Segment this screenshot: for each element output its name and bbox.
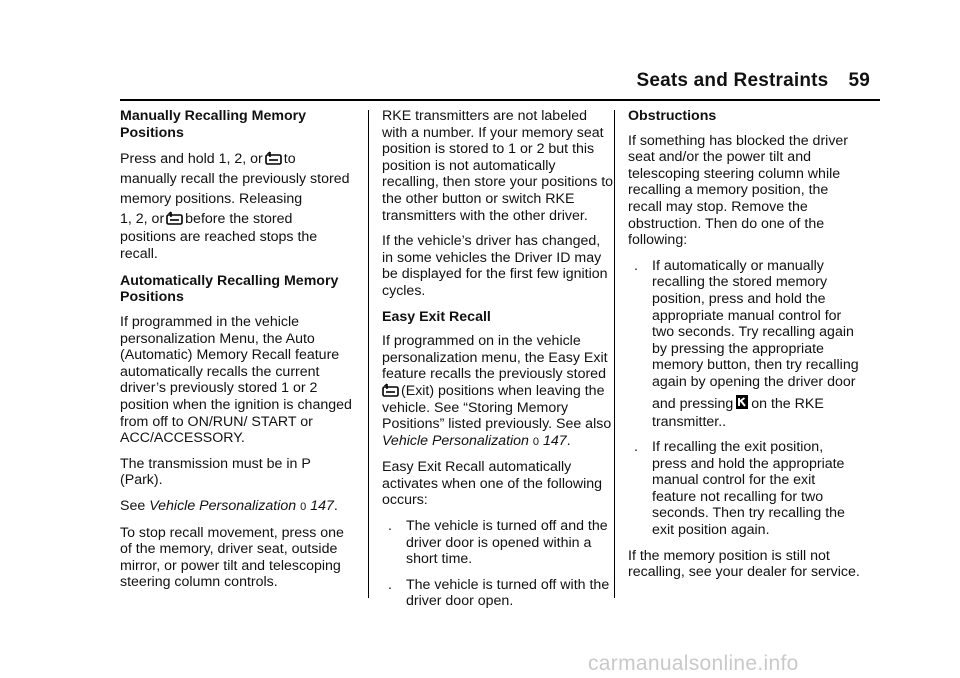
page-number: 59 bbox=[848, 70, 870, 91]
paragraph: To stop recall movement, press one of the memory, driver seat, outside mirror, or power tilt and telescoping steering column controls. bbox=[120, 524, 344, 591]
seat-exit-icon bbox=[166, 211, 183, 225]
page-ref-number[interactable]: 147 bbox=[542, 432, 567, 449]
text-line bbox=[652, 394, 824, 414]
column-2 bbox=[382, 108, 614, 619]
bullet: . bbox=[388, 518, 392, 535]
header-rule bbox=[120, 99, 880, 101]
text: to bbox=[283, 151, 296, 168]
header bbox=[636, 70, 870, 92]
paragraph bbox=[120, 498, 352, 516]
column-divider bbox=[368, 110, 369, 598]
paragraph: If the vehicle’s driver has changed, in some vehicles the Driver ID may be displayed for the first few ignition cycles. bbox=[382, 233, 608, 299]
text: before the stored bbox=[185, 211, 293, 228]
text: on the RKE bbox=[751, 395, 824, 412]
list-item bbox=[382, 577, 614, 610]
text: transmitter.. bbox=[652, 413, 727, 430]
text: If automatically or manually recalling the stored memory position, press and hold the appropriate manual control for two seconds. Try recalling again by pressing the appropriate memory button, then try recalling again by opening the driver door bbox=[652, 257, 859, 390]
paragraph: If programmed in the vehicle personalization Menu, the Auto (Automatic) Memory Recall feature automatically recalls the current driver’s previously stored 1 or 2 position when the ignition is changed from off to ON/RUN/ START or ACC/ACCESSORY. bbox=[120, 313, 352, 447]
heading-manual-recall: Manually Recalling Memory Positions bbox=[120, 108, 307, 141]
page-ref-symbol: 0 bbox=[532, 435, 540, 448]
list-item bbox=[628, 439, 860, 539]
heading-easy-exit: Easy Exit Recall bbox=[382, 308, 491, 325]
list-item-text bbox=[652, 258, 860, 430]
list-item bbox=[628, 258, 860, 430]
bullet: . bbox=[634, 257, 638, 274]
text: positions are reached stops the recall. bbox=[120, 229, 318, 262]
heading-auto-recall: Automatically Recalling Memory Positions bbox=[120, 272, 339, 306]
text: 1, 2, or bbox=[120, 211, 165, 228]
text: (Exit) positions when leaving the vehicle. See “Storing Memory Positions” listed previously. See also bbox=[382, 382, 612, 433]
paragraph: If the memory position is still not recalling, see your dealer for service. bbox=[628, 547, 860, 581]
paragraph bbox=[382, 333, 614, 450]
column-1 bbox=[120, 108, 352, 600]
list-item-text: The vehicle is turned off and the driver door is opened within a short time. bbox=[406, 518, 608, 568]
text: If programmed on in the vehicle personalization menu, the Easy Exit feature recalls the previously stored bbox=[382, 333, 608, 383]
text: manually recall the previously stored memory positions. Releasing bbox=[120, 171, 350, 208]
section-title: Seats and Restraints bbox=[636, 70, 829, 91]
bullet: . bbox=[634, 439, 638, 456]
paragraph: RKE transmitters are not labeled with a number. If your memory seat position is stored to 1 or 2 but this position is not automatically recalling, then store your positions to the other button or switch RKE transmitters with the other driver. bbox=[382, 108, 614, 224]
page-ref-number[interactable]: 147 bbox=[310, 497, 334, 514]
text: See bbox=[120, 497, 146, 514]
text: and pressing bbox=[652, 395, 734, 412]
column-3 bbox=[628, 108, 860, 590]
page-ref-symbol: 0 bbox=[300, 500, 307, 513]
heading-obstructions: Obstructions bbox=[628, 108, 717, 124]
text: . bbox=[566, 432, 571, 449]
paragraph: If something has blocked the driver seat and/or the power tilt and telescoping steering column while recalling a memory position, the recall may stop. Remove the obstruction. Then do one of the following: bbox=[628, 132, 849, 249]
list-item-text: If recalling the exit position, press and hold the appropriate manual control for the exit feature not recalling for two seconds. Then try recalling the exit position again. bbox=[652, 439, 845, 539]
text: . bbox=[333, 497, 338, 514]
paragraph bbox=[120, 149, 352, 264]
bullet: . bbox=[388, 576, 392, 593]
paragraph: The transmission must be in P (Park). bbox=[120, 455, 311, 489]
cross-reference-link[interactable]: Vehicle Personalization bbox=[149, 497, 297, 514]
cross-reference-link[interactable]: Vehicle Personalization bbox=[382, 432, 529, 449]
column-divider bbox=[614, 110, 615, 598]
rke-unlock-icon bbox=[735, 394, 749, 410]
paragraph: Easy Exit Recall automatically activates when one of the following occurs: bbox=[382, 459, 603, 509]
watermark: carmanualsonline.info bbox=[588, 652, 799, 675]
list-item bbox=[382, 518, 614, 568]
seat-exit-icon bbox=[265, 151, 282, 165]
list-item-text: The vehicle is turned off with the driver door open. bbox=[406, 576, 610, 610]
text: Press and hold 1, 2, or bbox=[120, 151, 263, 168]
seat-exit-icon bbox=[382, 383, 399, 397]
